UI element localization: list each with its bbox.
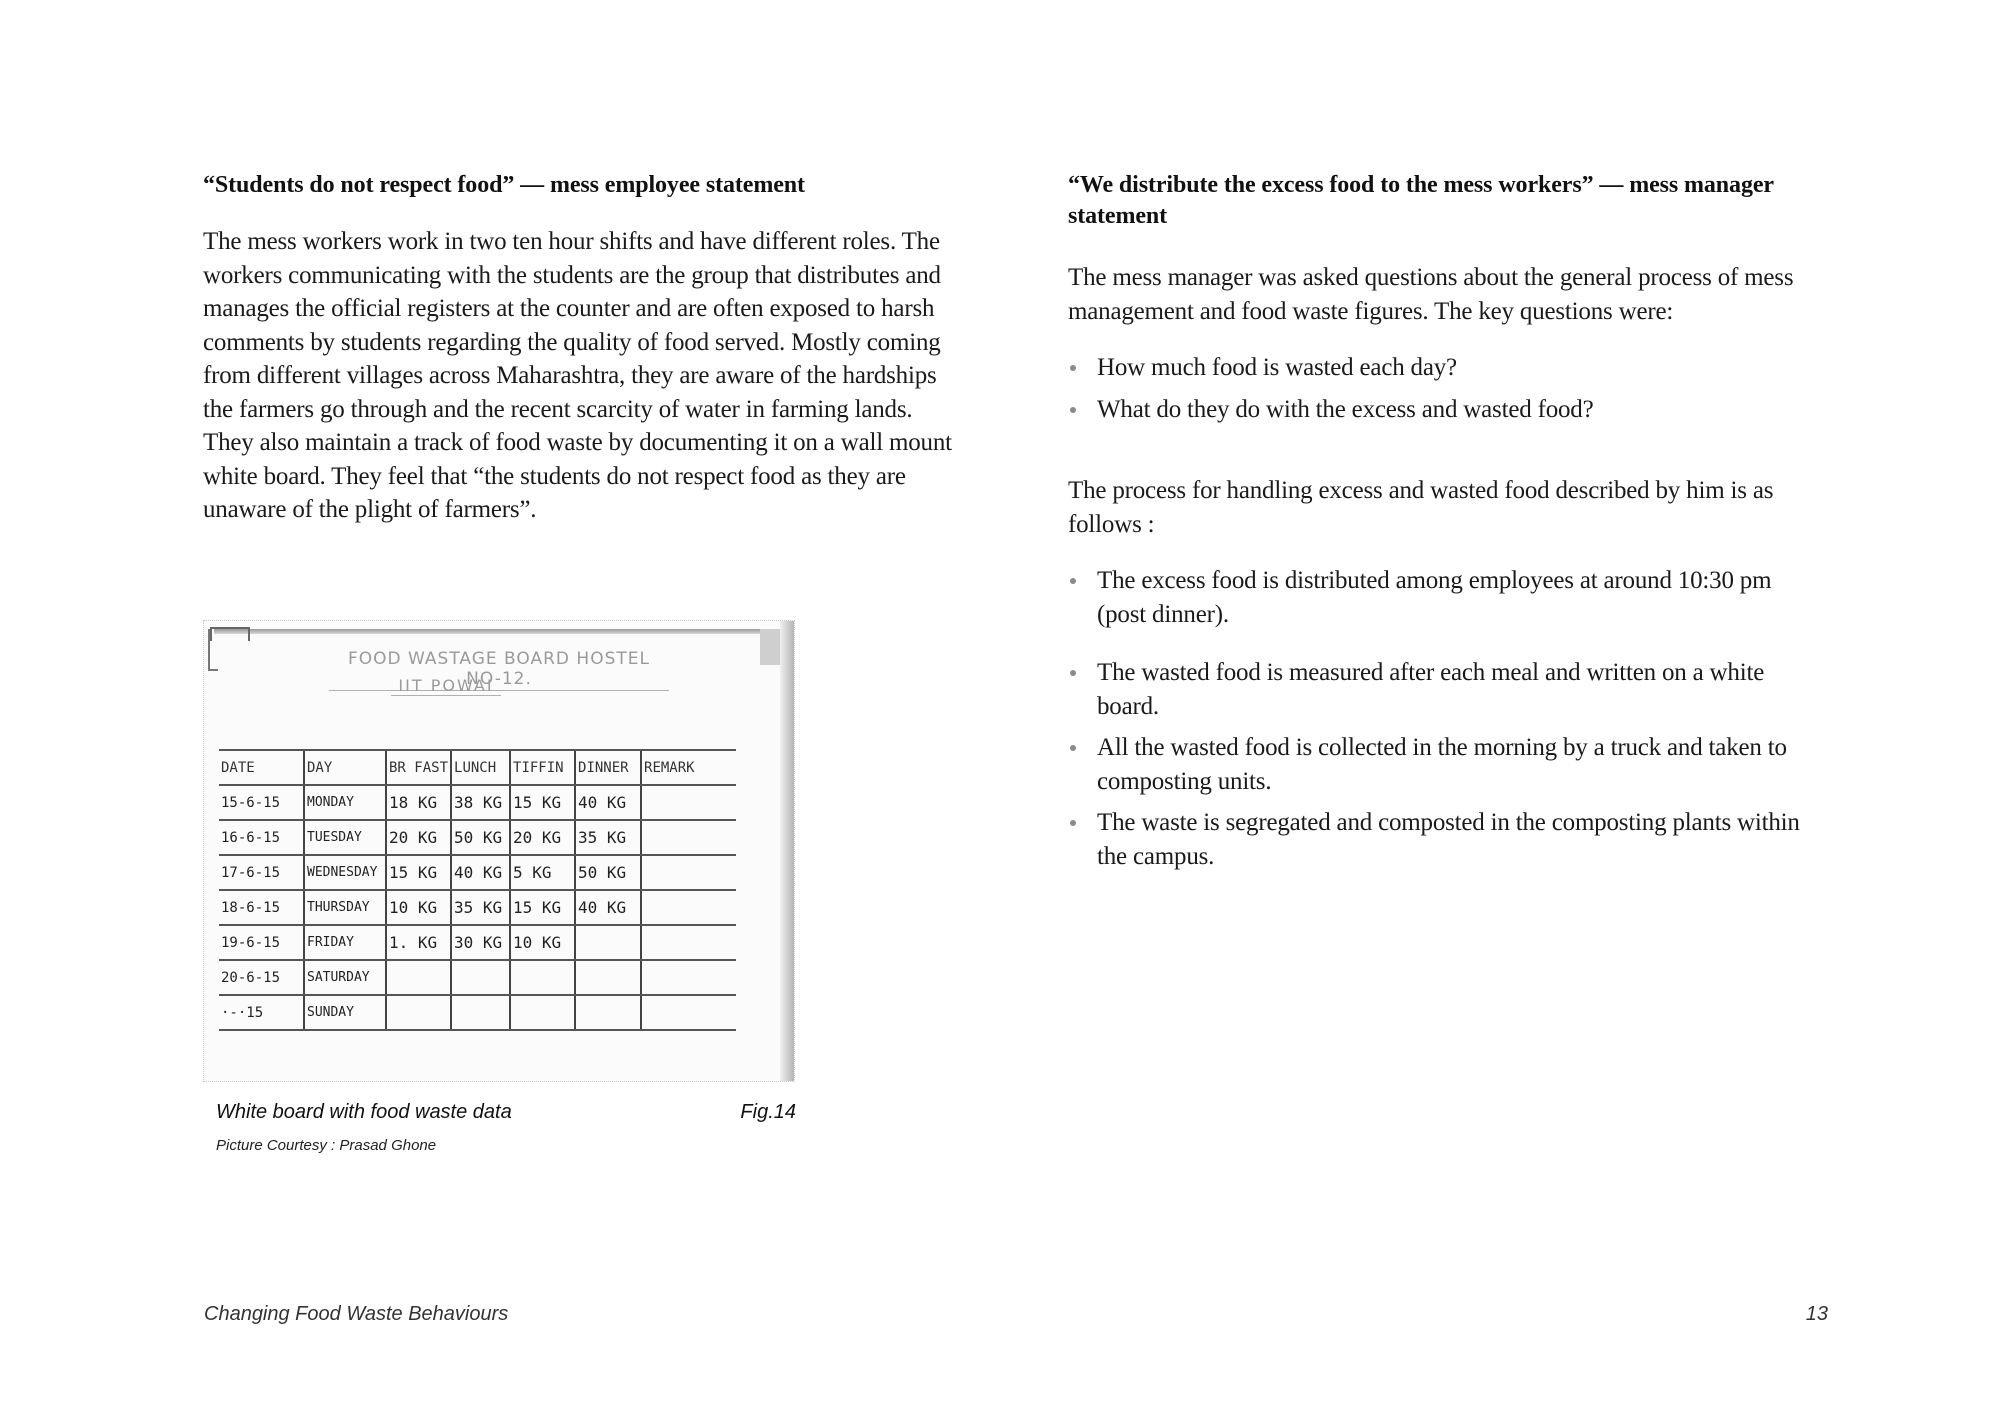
bullet-icon (1070, 578, 1076, 584)
cell-date: 17-6-15 (219, 855, 304, 890)
column-header-lunch: LUNCH (451, 750, 510, 785)
section-heading-employee: “Students do not respect food” — mess employee statement (203, 172, 805, 198)
cell-date: 18-6-15 (219, 890, 304, 925)
cell-day: MONDAY (304, 785, 386, 820)
bullet-icon (1070, 670, 1076, 676)
cell-dinner: 40 KG (575, 890, 641, 925)
cell-dinner: 40 KG (575, 785, 641, 820)
cell-lunch: 40 KG (451, 855, 510, 890)
column-header-day: DAY (304, 750, 386, 785)
cell-day: FRIDAY (304, 925, 386, 960)
bullet-icon (1070, 745, 1076, 751)
cell-date: 16-6-15 (219, 820, 304, 855)
cell-date: 15-6-15 (219, 785, 304, 820)
cell-dinner: 50 KG (575, 855, 641, 890)
cell-remark (641, 820, 736, 855)
column-header-remark: REMARK (641, 750, 736, 785)
table-row (219, 890, 736, 925)
cell-lunch (451, 995, 510, 1030)
bullet-icon (1070, 407, 1076, 413)
cell-breakfast: 10 KG (386, 890, 451, 925)
cell-breakfast (386, 995, 451, 1030)
cell-tiffin (510, 960, 575, 995)
list-item: The excess food is distributed among employees at around 10:30 pm (post dinner). (1068, 564, 1808, 631)
key-questions-list (1068, 351, 1808, 426)
column-header-breakfast: BR FAST (386, 750, 451, 785)
figure-label: Fig.14 (740, 1101, 796, 1123)
process-steps-list (1068, 564, 1808, 873)
cell-remark (641, 960, 736, 995)
cell-day: SUNDAY (304, 995, 386, 1030)
table-row (219, 785, 736, 820)
cell-remark (641, 890, 736, 925)
cell-tiffin: 20 KG (510, 820, 575, 855)
whiteboard-photo (203, 620, 795, 1082)
cell-dinner (575, 960, 641, 995)
board-frame-left (208, 629, 218, 671)
cell-lunch: 38 KG (451, 785, 510, 820)
cell-day: WEDNESDAY (304, 855, 386, 890)
table-row (219, 855, 736, 890)
list-item: The waste is segregated and composted in the composting plants within the campus. (1068, 806, 1808, 873)
cell-remark (641, 785, 736, 820)
column-header-dinner: DINNER (575, 750, 641, 785)
cell-lunch (451, 960, 510, 995)
board-corner-bracket-right (760, 629, 780, 665)
cell-breakfast: 15 KG (386, 855, 451, 890)
list-item: What do they do with the excess and wasted food? (1068, 393, 1808, 427)
cell-day: TUESDAY (304, 820, 386, 855)
cell-lunch: 30 KG (451, 925, 510, 960)
cell-lunch: 50 KG (451, 820, 510, 855)
picture-credit: Picture Courtesy : Prasad Ghone (216, 1137, 437, 1154)
table-header-row (219, 750, 736, 785)
cell-remark (641, 995, 736, 1030)
page-number: 13 (1805, 1303, 1828, 1325)
manager-intro-paragraph: The mess manager was asked questions about the general process of mess management and food waste figures. The key questions were: (1068, 264, 1794, 325)
right-column (1068, 170, 1808, 873)
column-header-tiffin: TIFFIN (510, 750, 575, 785)
cell-breakfast: 20 KG (386, 820, 451, 855)
cell-day: THURSDAY (304, 890, 386, 925)
cell-lunch: 35 KG (451, 890, 510, 925)
process-intro-paragraph: The process for handling excess and wasted food described by him is as follows : (1068, 477, 1774, 538)
list-item: All the wasted food is collected in the morning by a truck and taken to composting units. (1068, 731, 1808, 798)
cell-day: SATURDAY (304, 960, 386, 995)
table-row (219, 960, 736, 995)
cell-dinner (575, 995, 641, 1030)
list-item: The wasted food is measured after each meal and written on a white board. (1068, 656, 1808, 723)
cell-remark (641, 925, 736, 960)
cell-dinner (575, 925, 641, 960)
cell-date: 19-6-15 (219, 925, 304, 960)
board-frame-right (780, 621, 794, 1081)
board-frame-top (214, 629, 784, 634)
food-waste-table (219, 749, 736, 1031)
table-row (219, 995, 736, 1030)
cell-tiffin: 15 KG (510, 785, 575, 820)
caption-text: White board with food waste data (216, 1101, 512, 1123)
column-header-date: DATE (219, 750, 304, 785)
cell-date: ·-·15 (219, 995, 304, 1030)
cell-date: 20-6-15 (219, 960, 304, 995)
cell-tiffin: 15 KG (510, 890, 575, 925)
cell-tiffin: 5 KG (510, 855, 575, 890)
list-item: How much food is wasted each day? (1068, 351, 1808, 385)
table-row (219, 820, 736, 855)
board-title: FOOD WASTAGE BOARD HOSTEL NO-12. (329, 649, 669, 691)
cell-tiffin: 10 KG (510, 925, 575, 960)
cell-tiffin (510, 995, 575, 1030)
left-column (203, 170, 963, 527)
running-footer-title: Changing Food Waste Behaviours (204, 1303, 509, 1325)
section-heading-manager: “We distribute the excess food to the mess workers” — mess manager statement (1068, 172, 1774, 229)
cell-breakfast: 1. KG (386, 925, 451, 960)
figure-caption (216, 1101, 796, 1124)
employee-statement-paragraph: The mess workers work in two ten hour shifts and have different roles. The workers communicating with the students are the group that distributes and manages the official registers at the counter and are often exposed to harsh comments by students regarding the quality of food served. Mostly coming from different villages across Maharashtra, they are aware of the hardships the farmers go through and the recent scarcity of water in farming lands. They also maintain a track of food waste by documenting it on a wall mount white board. They feel that “the students do not respect food as they are unaware of the plight of farmers”. (203, 228, 952, 523)
bullet-icon (1070, 820, 1076, 826)
cell-breakfast (386, 960, 451, 995)
cell-breakfast: 18 KG (386, 785, 451, 820)
board-subtitle: IIT POWAI (391, 676, 501, 696)
cell-remark (641, 855, 736, 890)
table-row (219, 925, 736, 960)
bullet-icon (1070, 365, 1076, 371)
cell-dinner: 35 KG (575, 820, 641, 855)
